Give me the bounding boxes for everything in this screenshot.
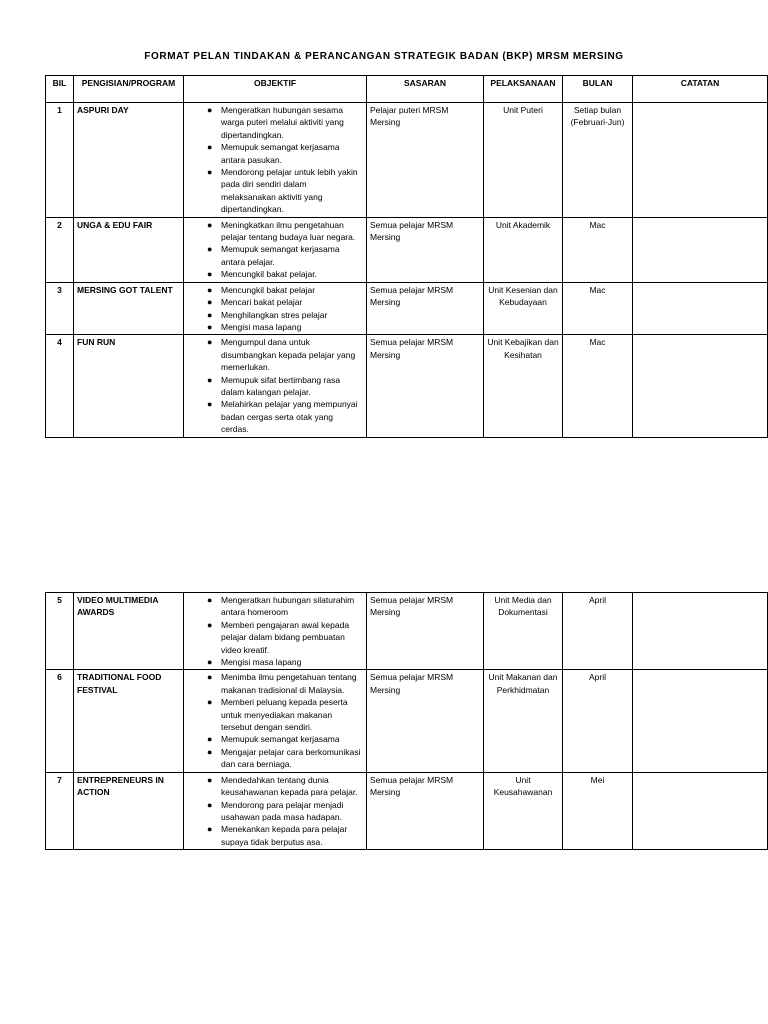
objective-item [207,799,363,824]
objective-text: Mengisi masa lapang [221,657,302,668]
objective-text: Mendorong para pelajar menjadi usahawan pada masa hadapan. [221,799,344,822]
cell-bil: 7 [46,772,74,849]
objective-item [207,284,363,296]
objective-text: Mencungkil bakat pelajar. [221,269,317,280]
table-row [46,772,768,849]
cell-sasaran: Pelajar puteri MRSM Mersing [367,103,484,218]
bullet-icon: ● [207,142,213,153]
cell-bulan: Setiap bulan (Februari-Jun) [563,103,633,218]
objective-item [207,243,363,268]
cell-program: UNGA & EDU FAIR [74,217,184,282]
bullet-icon: ● [207,746,213,757]
cell-catatan [633,217,768,282]
cell-bil: 5 [46,593,74,670]
bullet-icon: ● [207,619,213,630]
objective-text: Memberi pengajaran awal kepada pelajar dalam bidang pembuatan video kreatif. [221,619,350,655]
bullet-icon: ● [207,219,213,230]
objective-item [207,746,363,771]
cell-sasaran: Semua pelajar MRSM Mersing [367,670,484,772]
cell-bulan: April [563,670,633,772]
objective-item [207,733,363,745]
bullet-icon: ● [207,284,213,295]
cell-bulan: Mac [563,217,633,282]
cell-pelaksanaan: Unit Makanan dan Perkhidmatan [484,670,563,772]
objective-item [207,296,363,308]
bullet-icon: ● [207,672,213,683]
objective-list [187,284,363,334]
objective-text: Mencungkil bakat pelajar [221,284,316,295]
objective-text: Memupuk semangat kerjasama antara pelajar. [221,244,340,267]
col-header-pelaksanaan: PELAKSANAAN [484,76,563,103]
objective-item [207,774,363,799]
objective-text: Mengeratkan hubungan silaturahim antara homeroom [221,595,355,618]
cell-bil: 4 [46,335,74,437]
cell-bulan: April [563,593,633,670]
cell-bil: 2 [46,217,74,282]
cell-bulan: Mac [563,335,633,437]
bullet-icon: ● [207,734,213,745]
col-header-bil: BIL [46,76,74,103]
objective-list [187,594,363,668]
objective-text: Mengajar pelajar cara berkomunikasi dan cara berniaga. [221,746,361,770]
objective-list [187,774,363,848]
col-header-program: PENGISIAN/PROGRAM [74,76,184,103]
objective-item [207,321,363,333]
bullet-icon: ● [207,657,213,668]
bullet-icon: ● [207,337,213,348]
objective-list [187,104,363,216]
cell-program: ENTREPRENEURS IN ACTION [74,772,184,849]
cell-objektif [184,670,367,772]
cell-program: TRADITIONAL FOOD FESTIVAL [74,670,184,772]
table-header-row [46,76,768,103]
bullet-icon: ● [207,297,213,308]
bullet-icon: ● [207,244,213,255]
cell-sasaran: Semua pelajar MRSM Mersing [367,593,484,670]
objective-item [207,374,363,399]
objective-item [207,166,363,216]
bullet-icon: ● [207,269,213,280]
objective-text: Melahirkan pelajar yang mempunyai badan cergas serta otak yang cerdas. [221,399,358,435]
cell-catatan [633,282,768,335]
col-header-bulan: BULAN [563,76,633,103]
bullet-icon: ● [207,595,213,605]
cell-catatan [633,335,768,437]
page-title: FORMAT PELAN TINDAKAN & PERANCANGAN STRATEGIK BADAN (BKP) MRSM MERSING [144,51,624,62]
objective-text: Mendorong pelajar untuk lebih yakin pada diri sendiri dalam melaksanakan aktiviti yang dipertandingkan. [221,167,358,215]
cell-program: ASPURI DAY [74,103,184,218]
cell-program: MERSING GOT TALENT [74,282,184,335]
cell-sasaran: Semua pelajar MRSM Mersing [367,335,484,437]
table-row [46,670,768,772]
objective-item [207,398,363,435]
bullet-icon: ● [207,105,213,115]
bullet-icon: ● [207,167,213,178]
objective-item [207,671,363,696]
cell-bulan: Mei [563,772,633,849]
bullet-icon: ● [207,321,213,332]
cell-objektif [184,593,367,670]
cell-objektif [184,772,367,849]
objective-item [207,219,363,244]
objective-text: Mengumpul dana untuk disumbangkan kepada pelajar yang memerlukan. [221,337,356,373]
objective-item [207,696,363,733]
cell-sasaran: Semua pelajar MRSM Mersing [367,772,484,849]
objective-list [187,671,363,770]
bullet-icon: ● [207,309,213,320]
objective-text: Mencari bakat pelajar [221,297,303,308]
cell-sasaran: Semua pelajar MRSM Mersing [367,217,484,282]
objective-item [207,619,363,656]
cell-program: VIDEO MULTIMEDIA AWARDS [74,593,184,670]
cell-bil: 3 [46,282,74,335]
objective-item [207,104,363,141]
cell-catatan [633,772,768,849]
cell-catatan [633,670,768,772]
objective-list [187,336,363,435]
table-row [46,103,768,218]
cell-pelaksanaan: Unit Media dan Dokumentasi [484,593,563,670]
cell-catatan [633,103,768,218]
objective-item [207,268,363,280]
col-header-objektif: OBJEKTIF [184,76,367,103]
cell-bulan: Mac [563,282,633,335]
cell-sasaran: Semua pelajar MRSM Mersing [367,282,484,335]
objective-item [207,309,363,321]
table-row [46,335,768,437]
objective-text: Menekankan kepada para pelajar supaya tidak berputus asa. [221,824,348,847]
objective-text: Mendedahkan tentang dunia keusahawanan kepada para pelajar. [221,774,358,798]
cell-catatan [633,593,768,670]
objective-text: Memberi peluang kepada peserta untuk menyediakan makanan tersebut dengan sendiri. [221,697,348,733]
objective-text: Menimba ilmu pengetahuan tentang makanan tradisional di Malaysia. [221,672,357,695]
objective-text: Memupuk sifat bertimbang rasa dalam kalangan pelajar. [221,374,341,397]
table-row [46,282,768,335]
table-row [46,217,768,282]
cell-pelaksanaan: Unit Puteri [484,103,563,218]
objective-text: Menghilangkan stres pelajar [221,309,328,320]
objective-list [187,219,363,281]
cell-bil: 6 [46,670,74,772]
objective-item [207,141,363,166]
cell-bil: 1 [46,103,74,218]
cell-pelaksanaan: Unit Keusahawanan [484,772,563,849]
objective-item [207,594,363,619]
objective-item [207,823,363,848]
bullet-icon: ● [207,799,213,810]
objective-item [207,656,363,668]
objective-text: Mengisi masa lapang [221,321,302,332]
bullet-icon: ● [207,374,213,385]
col-header-sasaran: SASARAN [367,76,484,103]
objective-text: Mengeratkan hubungan sesama warga puteri melalui aktiviti yang dipertandingkan. [221,105,344,140]
objective-text: Memupuk semangat kerjasama antara pasukan. [221,142,340,165]
plan-table-2 [45,592,768,850]
cell-pelaksanaan: Unit Kesenian dan Kebudayaan [484,282,563,335]
bullet-icon: ● [207,774,213,785]
table-row [46,593,768,670]
plan-table-1 [45,75,768,438]
col-header-catatan: CATATAN [633,76,768,103]
objective-text: Memupuk semangat kerjasama [221,734,340,745]
objective-text: Meningkatkan ilmu pengetahuan pelajar tentang budaya luar negara. [221,219,356,243]
cell-objektif [184,335,367,437]
cell-pelaksanaan: Unit Kebajikan dan Kesihatan [484,335,563,437]
cell-objektif [184,217,367,282]
cell-pelaksanaan: Unit Akademik [484,217,563,282]
cell-program: FUN RUN [74,335,184,437]
cell-objektif [184,103,367,218]
objective-item [207,336,363,373]
bullet-icon: ● [207,399,213,410]
bullet-icon: ● [207,824,213,835]
cell-objektif [184,282,367,335]
bullet-icon: ● [207,697,213,708]
